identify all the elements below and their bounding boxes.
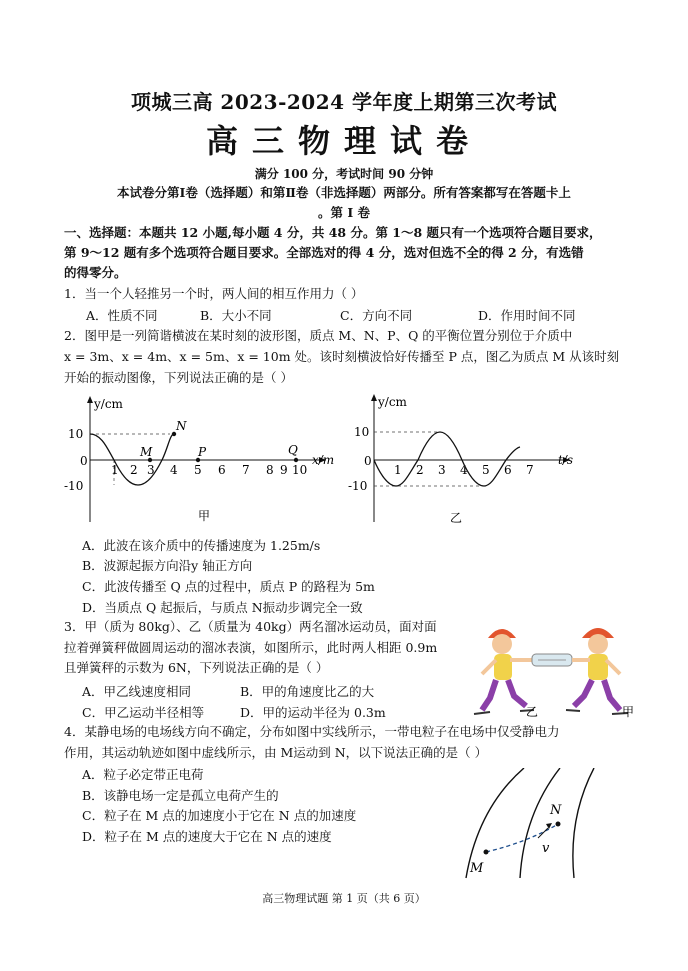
q4-stem-line-1: 4．某静电场的电场线方向不确定，分布如图中实线所示，一带电粒子在电场中仅受静电力 — [64, 724, 560, 739]
graph-a-xtick-7: 7 — [242, 463, 250, 477]
label-yi: 乙 — [526, 705, 539, 719]
q3-option-b: B．甲的角速度比乙的大 — [240, 684, 375, 699]
graph-a-xtick-1: 1 — [111, 463, 119, 477]
q4-option-b: B．该静电场一定是孤立电荷产生的 — [82, 788, 279, 803]
page-footer: 高三物理试题 第 1 页（共 6 页） — [262, 892, 426, 905]
velocity-arrow — [538, 828, 548, 838]
q2-option-d: D．当质点 Q 起振后，与质点 N振动步调完全一致 — [82, 600, 363, 615]
q1-option-a: A．性质不同 — [86, 308, 158, 323]
q3-stem-line-1: 3．甲（质为 80kg）、乙（质量为 40kg）两名溜冰运动员，面对面 — [64, 619, 437, 634]
q4-stem-line-2: 作用，其运动轨迹如图中虚线所示，由 M运动到 N，以下说法正确的是（ ） — [64, 745, 488, 760]
label-n-field: N — [550, 803, 562, 818]
score-info: 满分 100 分，考试时间 90 分钟 — [254, 167, 434, 181]
q4-option-d: D．粒子在 M 点的速度大于它在 N 点的速度 — [82, 829, 332, 844]
q3-option-a: A．甲乙线速度相同 — [82, 684, 192, 699]
label-v: v — [542, 841, 550, 856]
q2-option-a: A．此波在该介质中的传播速度为 1.25m/s — [82, 538, 321, 553]
field-line-2 — [520, 768, 560, 878]
graph-a-ytick-10: 10 — [68, 427, 84, 441]
graph-a-xtick-3: 3 — [147, 463, 155, 477]
skater-jia — [566, 628, 628, 714]
vibration-graph-b — [344, 392, 584, 532]
q2-option-b: B．波源起振方向沿y 轴正方向 — [82, 558, 253, 573]
wave-graph-a — [60, 392, 350, 532]
q2-option-c: C．此波传播至 Q 点的过程中，质点 P 的路程为 5m — [82, 579, 375, 594]
graph-b-xlabel: t/s — [558, 453, 574, 467]
graph-a-xtick-10: 10 — [292, 463, 308, 477]
label-q: Q — [288, 443, 298, 457]
point-m-field — [484, 850, 489, 855]
q1-option-c: C．方向不同 — [340, 308, 413, 323]
graph-a-ytick-0: 0 — [80, 454, 88, 468]
q1-option-d: D．作用时间不同 — [478, 308, 576, 323]
label-p: P — [198, 445, 207, 459]
graph-a-xtick-2: 2 — [130, 463, 138, 477]
q2-stem-line-2: x = 3m、x = 4m、x = 5m、x = 10m 处。该时刻横波恰好传播至 P 点，图乙为质点 M 从该时刻 — [64, 349, 620, 364]
graph-b-xtick-4: 4 — [460, 463, 468, 477]
graph-a-ylabel: y/cm — [94, 397, 123, 411]
q4-option-c: C．粒子在 M 点的加速度小于它在 N 点的加速度 — [82, 808, 357, 823]
q3-option-d: D．甲的运动半径为 0.3m — [240, 705, 386, 720]
exam-subject-title: 高三物理试卷 — [205, 122, 482, 160]
graph-b-ylabel: y/cm — [378, 395, 407, 409]
point-n-field — [556, 822, 561, 827]
label-m-field: M — [470, 861, 484, 876]
graph-b-ytick-0: 0 — [364, 454, 372, 468]
q3-stem-line-2: 拉着弹簧秤做圆周运动的溜冰表演，如图所示，此时两人相距 0.9m — [64, 640, 438, 655]
label-jia: 甲 — [622, 705, 635, 719]
q1-stem: 1．当一个人轻推另一个时，两人间的相互作用力（ ） — [64, 286, 364, 301]
q4-option-a: A．粒子必定带正电荷 — [82, 767, 204, 782]
section-intro-line-1: 一、选择题：本题共 12 小题,每小题 4 分，共 48 分。第 1～8 题只有一个选项符合题目要求， — [64, 225, 602, 240]
graph-a-ytick-neg10: -10 — [64, 479, 84, 493]
graph-a-xtick-4: 4 — [170, 463, 178, 477]
graph-b-xtick-2: 2 — [416, 463, 424, 477]
graph-b-caption: 乙 — [450, 511, 463, 525]
graph-b-ytick-neg10: -10 — [348, 479, 368, 493]
volume-heading: 。第 Ⅰ 卷 — [317, 205, 371, 220]
graph-b-xtick-6: 6 — [504, 463, 512, 477]
graph-b-xtick-5: 5 — [482, 463, 490, 477]
graph-b-xtick-1: 1 — [394, 463, 402, 477]
graph-a-xtick-9: 9 — [280, 463, 288, 477]
graph-a-xlabel: x/m — [312, 453, 335, 467]
field-line-3 — [573, 768, 594, 878]
graph-b-xtick-7: 7 — [526, 463, 534, 477]
graph-a-caption: 甲 — [198, 509, 211, 523]
instructions: 本试卷分第Ⅰ卷（选择题）和第Ⅱ卷（非选择题）两部分。所有答案都写在答题卡上 — [117, 185, 571, 200]
electric-field-diagram — [448, 768, 608, 880]
vibration-curve-b — [374, 432, 520, 486]
graph-a-xtick-6: 6 — [218, 463, 226, 477]
skater-yi — [474, 629, 534, 714]
skaters-illustration — [470, 616, 640, 724]
exam-title: 项城三高 2023-2024 学年度上期第三次考试 — [130, 90, 558, 114]
section-intro-line-3: 的得零分。 — [64, 265, 127, 280]
graph-a-xtick-5: 5 — [194, 463, 202, 477]
graph-b-ytick-10: 10 — [354, 425, 370, 439]
label-n: N — [176, 419, 187, 433]
q1-option-b: B．大小不同 — [200, 308, 272, 323]
point-q — [294, 458, 298, 462]
q3-stem-line-3: 且弹簧秤的示数为 6N，下列说法正确的是（ ） — [64, 660, 329, 675]
q3-option-c: C．甲乙运动半径相等 — [82, 705, 205, 720]
graph-b-xtick-3: 3 — [438, 463, 446, 477]
graph-a-xtick-8: 8 — [266, 463, 274, 477]
q2-stem-line-1: 2．图甲是一列简谐横波在某时刻的波形图，质点 M、N、P、Q 的平衡位置分别位于介质中 — [64, 328, 573, 343]
q2-stem-line-3: 开始的振动图像，下列说法正确的是（ ） — [64, 370, 293, 385]
section-intro-line-2: 第 9～12 题有多个选项符合题目要求。全部选对的得 4 分，选对但选不全的得 2 分，有选错 — [64, 245, 584, 260]
label-m: M — [140, 445, 153, 459]
